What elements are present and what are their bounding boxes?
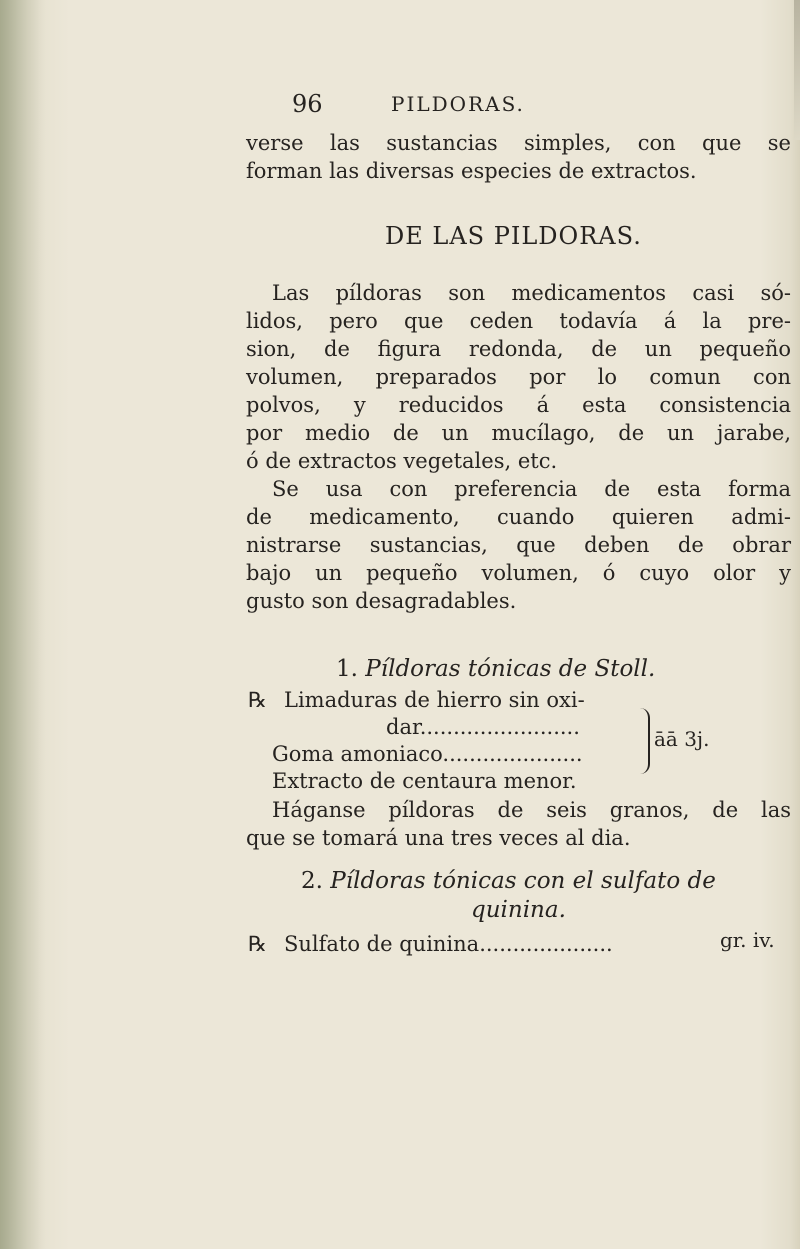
page-edge <box>794 0 800 140</box>
text-line: volumen, preparados por lo comun con <box>246 365 791 389</box>
recipe-title: Píldoras tónicas con el sulfato de <box>330 868 716 894</box>
text-line: bajo un pequeño volumen, ó cuyo olor y <box>246 561 791 585</box>
ingredient-line: dar........................ <box>386 715 580 739</box>
dose-amount: āā 3j. <box>654 727 710 751</box>
text-line: ó de extractos vegetales, etc. <box>246 449 558 473</box>
text-line: Háganse píldoras de seis granos, de las <box>272 798 791 822</box>
recipe-heading <box>301 868 716 894</box>
text-line: verse las sustancias simples, con que se <box>246 131 791 155</box>
ingredient-line: Extracto de centaura menor. <box>272 769 577 793</box>
dose-amount: gr. iv. <box>720 928 775 952</box>
text-line: nistrarse sustancias, que deben de obrar <box>246 533 791 557</box>
ingredient-line: Limaduras de hierro sin oxi- <box>284 688 585 712</box>
recipe-number-text: 2. <box>301 868 323 894</box>
text-line: que se tomará una tres veces al dia. <box>246 826 631 850</box>
recipe-title-cont: quinina. <box>471 897 566 923</box>
text-line: por medio de un mucílago, de un jarabe, <box>246 421 791 445</box>
ingredient-line: Sulfato de quinina.................... <box>284 932 613 956</box>
recipe-title: Píldoras tónicas de Stoll. <box>365 656 656 682</box>
section-title: DE LAS PILDORAS. <box>385 222 642 250</box>
text-line: de medicamento, cuando quieren admi- <box>246 505 791 529</box>
rx-symbol: ℞ <box>248 688 267 712</box>
text-line: sion, de figura redonda, de un pequeño <box>246 337 791 361</box>
ingredient-line: Goma amoniaco..................... <box>272 742 583 766</box>
running-title: PILDORAS. <box>391 92 525 116</box>
text-line: Se usa con preferencia de esta forma <box>272 477 791 501</box>
text-line: polvos, y reducidos á esta consistencia <box>246 393 791 417</box>
recipe-number <box>336 656 655 682</box>
text-line: lidos, pero que ceden todavía á la pre- <box>246 309 791 333</box>
rx-symbol: ℞ <box>248 932 267 956</box>
ingredient-brace <box>638 708 650 774</box>
page-number: 96 <box>292 90 323 118</box>
text-line: gusto son desagradables. <box>246 589 517 613</box>
binding-shadow <box>0 0 46 1249</box>
text-line: Las píldoras son medicamentos casi só- <box>272 281 791 305</box>
text-line: forman las diversas especies de extractos. <box>246 159 697 183</box>
recipe-number-text: 1. <box>336 656 358 682</box>
